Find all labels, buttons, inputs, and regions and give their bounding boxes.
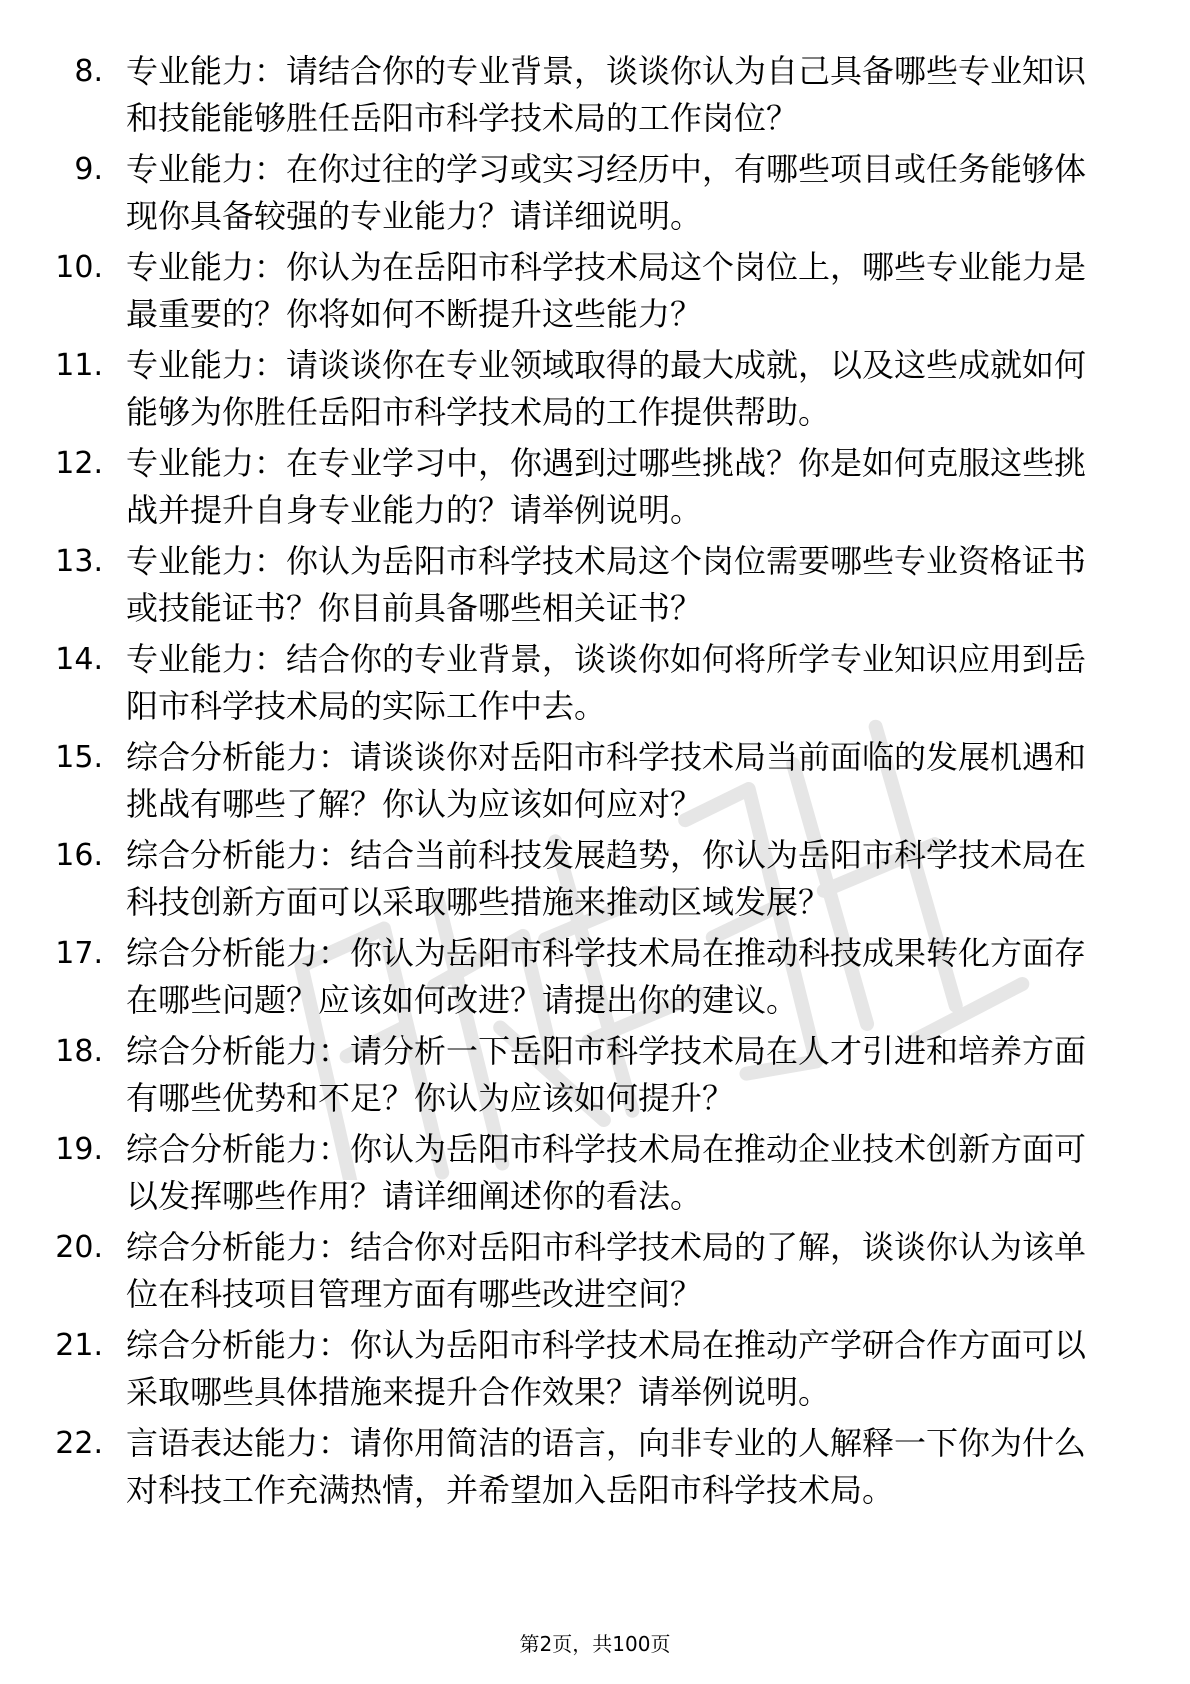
- question-item: [0, 342, 1190, 440]
- question-number: 11.: [55, 348, 103, 383]
- question-text: 专业能力：请谈谈你在专业领域取得的最大成就，以及这些成就如何能够为你胜任岳阳市科学技术局的工作提供帮助。: [126, 346, 1087, 431]
- question-item: [0, 636, 1190, 734]
- question-text: 专业能力：你认为在岳阳市科学技术局这个岗位上，哪些专业能力是最重要的？你将如何不断提升这些能力？: [126, 248, 1087, 333]
- question-item: [0, 146, 1190, 244]
- question-item: [0, 440, 1190, 538]
- question-item: [0, 538, 1190, 636]
- question-item: [0, 1420, 1190, 1518]
- question-number: 16.: [55, 838, 103, 873]
- question-item: [0, 1322, 1190, 1420]
- question-text: 综合分析能力：请分析一下岳阳市科学技术局在人才引进和培养方面有哪些优势和不足？你认为应该如何提升？: [126, 1032, 1087, 1117]
- question-number: 21.: [55, 1328, 103, 1363]
- question-item: [0, 832, 1190, 930]
- question-item: [0, 734, 1190, 832]
- question-item: [0, 48, 1190, 146]
- question-number: 13.: [55, 544, 103, 579]
- question-number: 15.: [55, 740, 103, 775]
- question-number: 17.: [55, 936, 103, 971]
- question-number: 9.: [74, 152, 103, 187]
- question-number: 14.: [55, 642, 103, 677]
- question-text: 综合分析能力：你认为岳阳市科学技术局在推动企业技术创新方面可以发挥哪些作用？请详细阐述你的看法。: [126, 1130, 1087, 1215]
- question-text: 言语表达能力：请你用简洁的语言，向非专业的人解释一下你为什么对科技工作充满热情，并希望加入岳阳市科学技术局。: [126, 1424, 1087, 1509]
- question-number: 20.: [55, 1230, 103, 1265]
- question-number: 19.: [55, 1132, 103, 1167]
- question-text: 专业能力：结合你的专业背景，谈谈你如何将所学专业知识应用到岳阳市科学技术局的实际工作中去。: [126, 640, 1087, 725]
- question-list: [0, 48, 1190, 1518]
- question-text: 专业能力：请结合你的专业背景，谈谈你认为自己具备哪些专业知识和技能能够胜任岳阳市科学技术局的工作岗位？: [126, 52, 1087, 137]
- question-number: 8.: [74, 54, 103, 89]
- question-number: 10.: [55, 250, 103, 285]
- question-text: 综合分析能力：你认为岳阳市科学技术局在推动科技成果转化方面存在哪些问题？应该如何改进？请提出你的建议。: [126, 934, 1087, 1019]
- question-item: [0, 1126, 1190, 1224]
- question-text: 综合分析能力：结合当前科技发展趋势，你认为岳阳市科学技术局在科技创新方面可以采取哪些措施来推动区域发展？: [126, 836, 1087, 921]
- question-item: [0, 1224, 1190, 1322]
- question-number: 18.: [55, 1034, 103, 1069]
- page-number: 第2页，共100页: [519, 1632, 671, 1656]
- question-text: 综合分析能力：请谈谈你对岳阳市科学技术局当前面临的发展机遇和挑战有哪些了解？你认为应该如何应对？: [126, 738, 1087, 823]
- question-text: 专业能力：你认为岳阳市科学技术局这个岗位需要哪些专业资格证书或技能证书？你目前具备哪些相关证书？: [126, 542, 1087, 627]
- question-text: 专业能力：在你过往的学习或实习经历中，有哪些项目或任务能够体现你具备较强的专业能力？请详细说明。: [126, 150, 1087, 235]
- question-text: 综合分析能力：你认为岳阳市科学技术局在推动产学研合作方面可以采取哪些具体措施来提升合作效果？请举例说明。: [126, 1326, 1087, 1411]
- question-number: 22.: [55, 1426, 103, 1461]
- question-text: 综合分析能力：结合你对岳阳市科学技术局的了解，谈谈你认为该单位在科技项目管理方面有哪些改进空间？: [126, 1228, 1087, 1313]
- question-item: [0, 244, 1190, 342]
- question-item: [0, 1028, 1190, 1126]
- question-item: [0, 930, 1190, 1028]
- question-text: 专业能力：在专业学习中，你遇到过哪些挑战？你是如何克服这些挑战并提升自身专业能力的？请举例说明。: [126, 444, 1087, 529]
- question-number: 12.: [55, 446, 103, 481]
